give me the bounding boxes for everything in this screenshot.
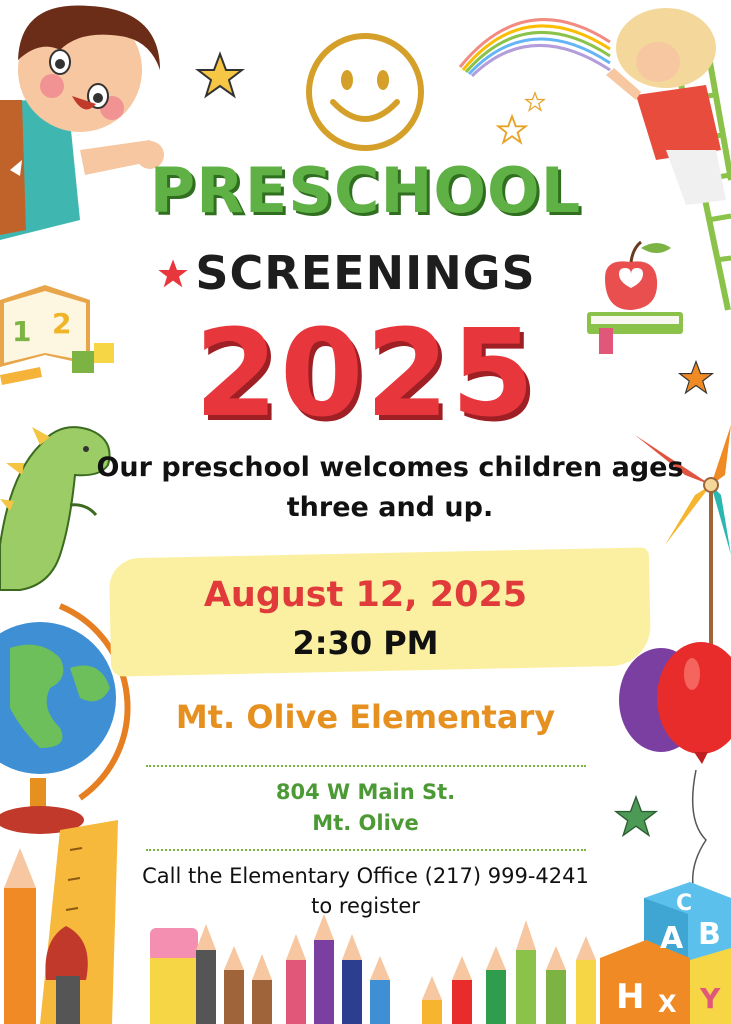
address-street: 804 W Main St. xyxy=(275,780,456,804)
block-letter-b: B xyxy=(698,917,721,952)
event-time: 2:30 PM xyxy=(292,624,439,662)
title-screenings: SCREENINGS xyxy=(195,246,536,300)
divider xyxy=(146,849,586,851)
book-number-one: 1 xyxy=(12,315,32,348)
title-year: 2025 xyxy=(194,305,537,444)
star-outline-icon xyxy=(525,92,545,112)
block-letter-y: Y xyxy=(700,982,721,1015)
call-to-register-line2: to register xyxy=(311,894,420,918)
call-to-register-line1: Call the Elementary Office (217) 999-4241 xyxy=(142,864,589,888)
star-outline-icon xyxy=(497,115,527,145)
block-letter-h: H xyxy=(616,977,645,1017)
event-date: August 12, 2025 xyxy=(203,575,528,615)
block-letter-a: A xyxy=(660,921,684,956)
smiley-face-icon xyxy=(303,30,427,154)
book-number-two: 2 xyxy=(52,307,72,340)
title-preschool: PRESCHOOL xyxy=(149,154,582,227)
paint-brush-icon xyxy=(36,920,106,1024)
school-name: Mt. Olive Elementary xyxy=(175,698,556,736)
address-city: Mt. Olive xyxy=(312,811,419,835)
divider xyxy=(146,765,586,767)
star-icon xyxy=(196,52,244,100)
block-letter-c: C xyxy=(676,891,693,916)
rainbow-icon xyxy=(455,2,615,72)
block-letter-x: X xyxy=(658,990,677,1018)
colored-pencils-icon xyxy=(190,910,610,1024)
intro-text: Our preschool welcomes children ages three and up. xyxy=(96,452,684,523)
